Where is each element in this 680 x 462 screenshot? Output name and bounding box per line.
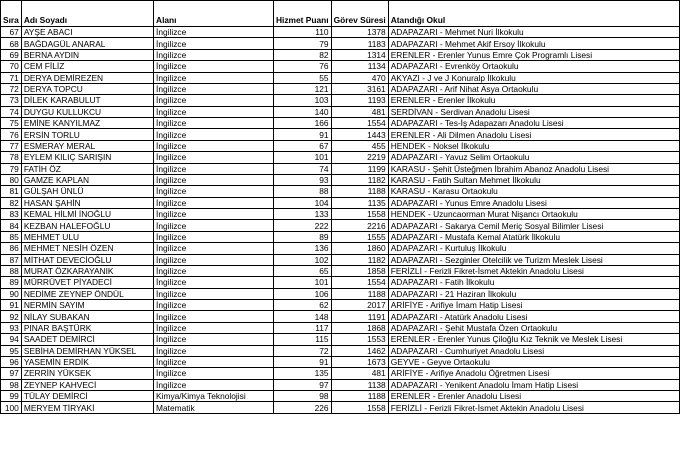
cell-ad-soyad: YASEMİN ERDİK <box>21 356 153 367</box>
cell-ad-soyad: MURAT ÖZKARAYANIK <box>21 265 153 276</box>
cell-atandigi-okul: HENDEK - Noksel İlkokulu <box>388 140 679 151</box>
cell-sira: 87 <box>1 254 22 265</box>
cell-gorev-suresi: 1199 <box>331 163 388 174</box>
cell-ad-soyad: ERSİN TORLU <box>21 129 153 140</box>
cell-gorev-suresi: 2219 <box>331 152 388 163</box>
cell-atandigi-okul: ERENLER - Ali Dilmen Anadolu Lisesi <box>388 129 679 140</box>
table-row <box>1 140 680 151</box>
cell-sira: 98 <box>1 379 22 390</box>
cell-atandigi-okul: KARASU - Fatih Sultan Mehmet İlkokulu <box>388 174 679 185</box>
cell-hizmet-puani: 101 <box>273 152 331 163</box>
cell-gorev-suresi: 1860 <box>331 243 388 254</box>
header-gorev-suresi: Görev Süresi <box>331 1 388 27</box>
cell-hizmet-puani: 117 <box>273 322 331 333</box>
cell-sira: 86 <box>1 243 22 254</box>
cell-alan: İngilizce <box>154 118 274 129</box>
cell-alan: İngilizce <box>154 277 274 288</box>
cell-sira: 83 <box>1 209 22 220</box>
cell-atandigi-okul: ADAPAZARI - Evrenköy Ortaokulu <box>388 61 679 72</box>
table-row <box>1 322 680 333</box>
cell-atandigi-okul: ADAPAZARI - Yenikent Anadolu İmam Hatip Lisesi <box>388 379 679 390</box>
cell-ad-soyad: CEM FİLİZ <box>21 61 153 72</box>
cell-sira: 88 <box>1 265 22 276</box>
cell-alan: İngilizce <box>154 300 274 311</box>
cell-gorev-suresi: 1554 <box>331 277 388 288</box>
header-atandigi-okul: Atandığı Okul <box>388 1 679 27</box>
cell-alan: İngilizce <box>154 220 274 231</box>
cell-ad-soyad: MERYEM TİRYAKİ <box>21 402 153 413</box>
table-row <box>1 209 680 220</box>
cell-atandigi-okul: ADAPAZARI - Yunus Emre Anadolu Lisesi <box>388 197 679 208</box>
header-sira: Sıra <box>1 1 22 27</box>
cell-ad-soyad: GÜLŞAH ÜNLÜ <box>21 186 153 197</box>
cell-alan: İngilizce <box>154 288 274 299</box>
cell-alan: İngilizce <box>154 265 274 276</box>
cell-sira: 96 <box>1 356 22 367</box>
cell-hizmet-puani: 115 <box>273 334 331 345</box>
table-row <box>1 402 680 413</box>
cell-ad-soyad: KEZBAN HALEFOĞLU <box>21 220 153 231</box>
cell-gorev-suresi: 1673 <box>331 356 388 367</box>
cell-sira: 89 <box>1 277 22 288</box>
cell-sira: 70 <box>1 61 22 72</box>
cell-atandigi-okul: ADAPAZARI - Atatürk Anadolu Lisesi <box>388 311 679 322</box>
cell-hizmet-puani: 74 <box>273 163 331 174</box>
cell-gorev-suresi: 1183 <box>331 38 388 49</box>
table-row <box>1 356 680 367</box>
cell-atandigi-okul: HENDEK - Uzuncaorman Murat Nişancı Ortaokulu <box>388 209 679 220</box>
cell-ad-soyad: MİTHAT DEVECİOĞLU <box>21 254 153 265</box>
cell-atandigi-okul: ADAPAZARI - Kurtuluş İlkokulu <box>388 243 679 254</box>
cell-alan: İngilizce <box>154 231 274 242</box>
cell-atandigi-okul: ADAPAZARI - Mehmet Akif Ersoy İlkokulu <box>388 38 679 49</box>
cell-atandigi-okul: ARİFİYE - Arifiye İmam Hatip Lisesi <box>388 300 679 311</box>
cell-gorev-suresi: 1188 <box>331 288 388 299</box>
header-row <box>1 1 680 27</box>
table-row <box>1 231 680 242</box>
cell-atandigi-okul: FERİZLİ - Ferizli Fikret-İsmet Aktekin Anadolu Lisesi <box>388 402 679 413</box>
cell-sira: 100 <box>1 402 22 413</box>
cell-alan: İngilizce <box>154 72 274 83</box>
cell-alan: İngilizce <box>154 356 274 367</box>
cell-ad-soyad: TÜLAY DEMİRCİ <box>21 391 153 402</box>
cell-gorev-suresi: 455 <box>331 140 388 151</box>
cell-gorev-suresi: 1554 <box>331 118 388 129</box>
cell-alan: İngilizce <box>154 83 274 94</box>
cell-hizmet-puani: 102 <box>273 254 331 265</box>
cell-atandigi-okul: ARİFİYE - Arifiye Anadolu Öğretmen Lisesi <box>388 368 679 379</box>
cell-hizmet-puani: 148 <box>273 311 331 322</box>
table-row <box>1 163 680 174</box>
cell-ad-soyad: SEBİHA DEMİRHAN YÜKSEL <box>21 345 153 356</box>
cell-hizmet-puani: 88 <box>273 186 331 197</box>
cell-gorev-suresi: 1193 <box>331 95 388 106</box>
cell-hizmet-puani: 98 <box>273 391 331 402</box>
cell-gorev-suresi: 2216 <box>331 220 388 231</box>
cell-atandigi-okul: ADAPAZARI - Cumhuriyet Anadolu Lisesi <box>388 345 679 356</box>
cell-sira: 77 <box>1 140 22 151</box>
cell-sira: 73 <box>1 95 22 106</box>
cell-atandigi-okul: ADAPAZARI - Arif Nihat Asya Ortaokulu <box>388 83 679 94</box>
cell-sira: 81 <box>1 186 22 197</box>
cell-gorev-suresi: 1182 <box>331 254 388 265</box>
cell-ad-soyad: BERNA AYDIN <box>21 49 153 60</box>
cell-ad-soyad: ESMERAY MERAL <box>21 140 153 151</box>
cell-ad-soyad: ZEYNEP KAHVECİ <box>21 379 153 390</box>
cell-hizmet-puani: 101 <box>273 277 331 288</box>
cell-gorev-suresi: 1182 <box>331 174 388 185</box>
table-row <box>1 197 680 208</box>
cell-ad-soyad: SAADET DEMİRCİ <box>21 334 153 345</box>
cell-hizmet-puani: 133 <box>273 209 331 220</box>
cell-hizmet-puani: 55 <box>273 72 331 83</box>
table-row <box>1 300 680 311</box>
cell-alan: İngilizce <box>154 27 274 38</box>
cell-alan: İngilizce <box>154 334 274 345</box>
cell-ad-soyad: PINAR BAŞTÜRK <box>21 322 153 333</box>
cell-sira: 69 <box>1 49 22 60</box>
cell-hizmet-puani: 76 <box>273 61 331 72</box>
cell-gorev-suresi: 470 <box>331 72 388 83</box>
cell-hizmet-puani: 110 <box>273 27 331 38</box>
cell-ad-soyad: EMİNE KANYILMAZ <box>21 118 153 129</box>
table-row <box>1 345 680 356</box>
table-row <box>1 174 680 185</box>
cell-gorev-suresi: 1558 <box>331 209 388 220</box>
cell-alan: İngilizce <box>154 163 274 174</box>
cell-atandigi-okul: ADAPAZARI - Sakarya Cemil Meriç Sosyal Bilimler Lisesi <box>388 220 679 231</box>
cell-gorev-suresi: 1191 <box>331 311 388 322</box>
table-row <box>1 61 680 72</box>
cell-sira: 71 <box>1 72 22 83</box>
cell-sira: 84 <box>1 220 22 231</box>
cell-atandigi-okul: SERDİVAN - Serdivan Anadolu Lisesi <box>388 106 679 117</box>
cell-alan: İngilizce <box>154 61 274 72</box>
cell-alan: İngilizce <box>154 152 274 163</box>
table-row <box>1 129 680 140</box>
cell-ad-soyad: DERYA TOPCU <box>21 83 153 94</box>
cell-gorev-suresi: 481 <box>331 106 388 117</box>
cell-ad-soyad: HASAN ŞAHİN <box>21 197 153 208</box>
cell-hizmet-puani: 103 <box>273 95 331 106</box>
cell-alan: İngilizce <box>154 368 274 379</box>
cell-atandigi-okul: GEYVE - Geyve Ortaokulu <box>388 356 679 367</box>
cell-ad-soyad: ZERRİN YÜKSEK <box>21 368 153 379</box>
cell-ad-soyad: NEDİME ZEYNEP ÖNDÜL <box>21 288 153 299</box>
cell-alan: İngilizce <box>154 186 274 197</box>
cell-hizmet-puani: 121 <box>273 83 331 94</box>
cell-sira: 79 <box>1 163 22 174</box>
header-alan: Alanı <box>154 1 274 27</box>
cell-ad-soyad: KEMAL HİLMİ İNOĞLU <box>21 209 153 220</box>
cell-gorev-suresi: 1378 <box>331 27 388 38</box>
cell-atandigi-okul: ERENLER - Erenler Anadolu Lisesi <box>388 391 679 402</box>
cell-ad-soyad: EYLEM KILIÇ SARIŞIN <box>21 152 153 163</box>
cell-ad-soyad: AYŞE ABACI <box>21 27 153 38</box>
cell-gorev-suresi: 1462 <box>331 345 388 356</box>
cell-atandigi-okul: AKYAZI - J ve J Konuralp İlkokulu <box>388 72 679 83</box>
cell-alan: İngilizce <box>154 129 274 140</box>
cell-atandigi-okul: ADAPAZARI - 21 Haziran İlkokulu <box>388 288 679 299</box>
cell-sira: 97 <box>1 368 22 379</box>
cell-alan: İngilizce <box>154 49 274 60</box>
cell-sira: 91 <box>1 300 22 311</box>
cell-atandigi-okul: ERENLER - Erenler Yunus Çiloğlu Kız Teknik ve Meslek Lisesi <box>388 334 679 345</box>
cell-gorev-suresi: 3161 <box>331 83 388 94</box>
cell-hizmet-puani: 104 <box>273 197 331 208</box>
cell-hizmet-puani: 89 <box>273 231 331 242</box>
cell-atandigi-okul: KARASU - Karasu Ortaokulu <box>388 186 679 197</box>
cell-hizmet-puani: 91 <box>273 356 331 367</box>
cell-hizmet-puani: 72 <box>273 345 331 356</box>
cell-sira: 72 <box>1 83 22 94</box>
cell-alan: İngilizce <box>154 322 274 333</box>
cell-sira: 85 <box>1 231 22 242</box>
cell-sira: 94 <box>1 334 22 345</box>
table-row <box>1 186 680 197</box>
cell-ad-soyad: DİLEK KARABULUT <box>21 95 153 106</box>
cell-alan: Matematik <box>154 402 274 413</box>
cell-sira: 67 <box>1 27 22 38</box>
cell-sira: 99 <box>1 391 22 402</box>
cell-ad-soyad: FATİH ÖZ <box>21 163 153 174</box>
cell-sira: 74 <box>1 106 22 117</box>
cell-atandigi-okul: ADAPAZARI - Mehmet Nuri İlkokulu <box>388 27 679 38</box>
cell-alan: İngilizce <box>154 311 274 322</box>
cell-hizmet-puani: 62 <box>273 300 331 311</box>
cell-gorev-suresi: 1188 <box>331 391 388 402</box>
cell-hizmet-puani: 91 <box>273 129 331 140</box>
cell-atandigi-okul: ADAPAZARI - Fatih İlkokulu <box>388 277 679 288</box>
cell-atandigi-okul: ADAPAZARI - Şehit Mustafa Özen Ortaokulu <box>388 322 679 333</box>
cell-gorev-suresi: 1314 <box>331 49 388 60</box>
cell-hizmet-puani: 166 <box>273 118 331 129</box>
cell-gorev-suresi: 1868 <box>331 322 388 333</box>
cell-ad-soyad: DUYGU KULLUKCU <box>21 106 153 117</box>
cell-atandigi-okul: ERENLER - Erenler Yunus Emre Çok Programlı Lisesi <box>388 49 679 60</box>
cell-ad-soyad: MEHMET NESİH ÖZEN <box>21 243 153 254</box>
cell-alan: İngilizce <box>154 345 274 356</box>
cell-gorev-suresi: 1138 <box>331 379 388 390</box>
cell-ad-soyad: NİLAY SUBAKAN <box>21 311 153 322</box>
cell-alan: İngilizce <box>154 38 274 49</box>
table-row <box>1 49 680 60</box>
cell-hizmet-puani: 140 <box>273 106 331 117</box>
cell-alan: İngilizce <box>154 254 274 265</box>
cell-alan: İngilizce <box>154 379 274 390</box>
table-row <box>1 83 680 94</box>
cell-gorev-suresi: 481 <box>331 368 388 379</box>
cell-gorev-suresi: 2017 <box>331 300 388 311</box>
cell-ad-soyad: BAĞDAGÜL ANARAL <box>21 38 153 49</box>
table-row <box>1 243 680 254</box>
table-row <box>1 106 680 117</box>
cell-alan: İngilizce <box>154 174 274 185</box>
cell-alan: İngilizce <box>154 209 274 220</box>
cell-atandigi-okul: KARASU - Şehit Üsteğmen İbrahim Abanoz Anadolu Lisesi <box>388 163 679 174</box>
cell-gorev-suresi: 1135 <box>331 197 388 208</box>
table-body <box>1 27 680 414</box>
cell-sira: 95 <box>1 345 22 356</box>
cell-atandigi-okul: ADAPAZARI - Mustafa Kemal Atatürk İlkokulu <box>388 231 679 242</box>
cell-ad-soyad: GAMZE KAPLAN <box>21 174 153 185</box>
table-row <box>1 277 680 288</box>
cell-hizmet-puani: 65 <box>273 265 331 276</box>
table-row <box>1 379 680 390</box>
cell-alan: Kimya/Kimya Teknolojisi <box>154 391 274 402</box>
header-hizmet-puani: Hizmet Puanı <box>273 1 331 27</box>
cell-alan: İngilizce <box>154 106 274 117</box>
table-row <box>1 254 680 265</box>
cell-hizmet-puani: 135 <box>273 368 331 379</box>
cell-atandigi-okul: FERİZLİ - Ferizli Fikret-İsmet Aktekin Anadolu Lisesi <box>388 265 679 276</box>
cell-ad-soyad: MEHMET ULU <box>21 231 153 242</box>
cell-ad-soyad: NERMİN SAYIM <box>21 300 153 311</box>
cell-sira: 92 <box>1 311 22 322</box>
cell-hizmet-puani: 106 <box>273 288 331 299</box>
cell-ad-soyad: DERYA DEMİREZEN <box>21 72 153 83</box>
table-row <box>1 391 680 402</box>
cell-alan: İngilizce <box>154 95 274 106</box>
table-row <box>1 27 680 38</box>
cell-gorev-suresi: 1134 <box>331 61 388 72</box>
cell-sira: 68 <box>1 38 22 49</box>
table-row <box>1 95 680 106</box>
table-row <box>1 72 680 83</box>
cell-ad-soyad: MÜRRÜVET PİYADECİ <box>21 277 153 288</box>
cell-sira: 78 <box>1 152 22 163</box>
table-row <box>1 38 680 49</box>
cell-gorev-suresi: 1858 <box>331 265 388 276</box>
cell-alan: İngilizce <box>154 140 274 151</box>
table-row <box>1 152 680 163</box>
cell-hizmet-puani: 136 <box>273 243 331 254</box>
cell-hizmet-puani: 97 <box>273 379 331 390</box>
table-row <box>1 334 680 345</box>
table-row <box>1 118 680 129</box>
cell-alan: İngilizce <box>154 243 274 254</box>
cell-sira: 90 <box>1 288 22 299</box>
cell-gorev-suresi: 1555 <box>331 231 388 242</box>
cell-hizmet-puani: 222 <box>273 220 331 231</box>
table-row <box>1 288 680 299</box>
cell-gorev-suresi: 1443 <box>331 129 388 140</box>
cell-hizmet-puani: 82 <box>273 49 331 60</box>
table-row <box>1 220 680 231</box>
cell-alan: İngilizce <box>154 197 274 208</box>
cell-sira: 80 <box>1 174 22 185</box>
cell-sira: 76 <box>1 129 22 140</box>
cell-gorev-suresi: 1188 <box>331 186 388 197</box>
table-row <box>1 368 680 379</box>
cell-atandigi-okul: ERENLER - Erenler İlkokulu <box>388 95 679 106</box>
table-row <box>1 265 680 276</box>
table-row <box>1 311 680 322</box>
cell-atandigi-okul: ADAPAZARI - Sezginler Otelcilik ve Turizm Meslek Lisesi <box>388 254 679 265</box>
cell-sira: 93 <box>1 322 22 333</box>
cell-gorev-suresi: 1558 <box>331 402 388 413</box>
cell-hizmet-puani: 67 <box>273 140 331 151</box>
cell-sira: 75 <box>1 118 22 129</box>
cell-hizmet-puani: 93 <box>273 174 331 185</box>
cell-hizmet-puani: 79 <box>273 38 331 49</box>
cell-atandigi-okul: ADAPAZARI - Tes-İş Adapazarı Anadolu Lisesi <box>388 118 679 129</box>
cell-gorev-suresi: 1553 <box>331 334 388 345</box>
cell-sira: 82 <box>1 197 22 208</box>
header-ad-soyad: Adı Soyadı <box>21 1 153 27</box>
cell-hizmet-puani: 226 <box>273 402 331 413</box>
cell-atandigi-okul: ADAPAZARI - Yavuz Selim Ortaokulu <box>388 152 679 163</box>
